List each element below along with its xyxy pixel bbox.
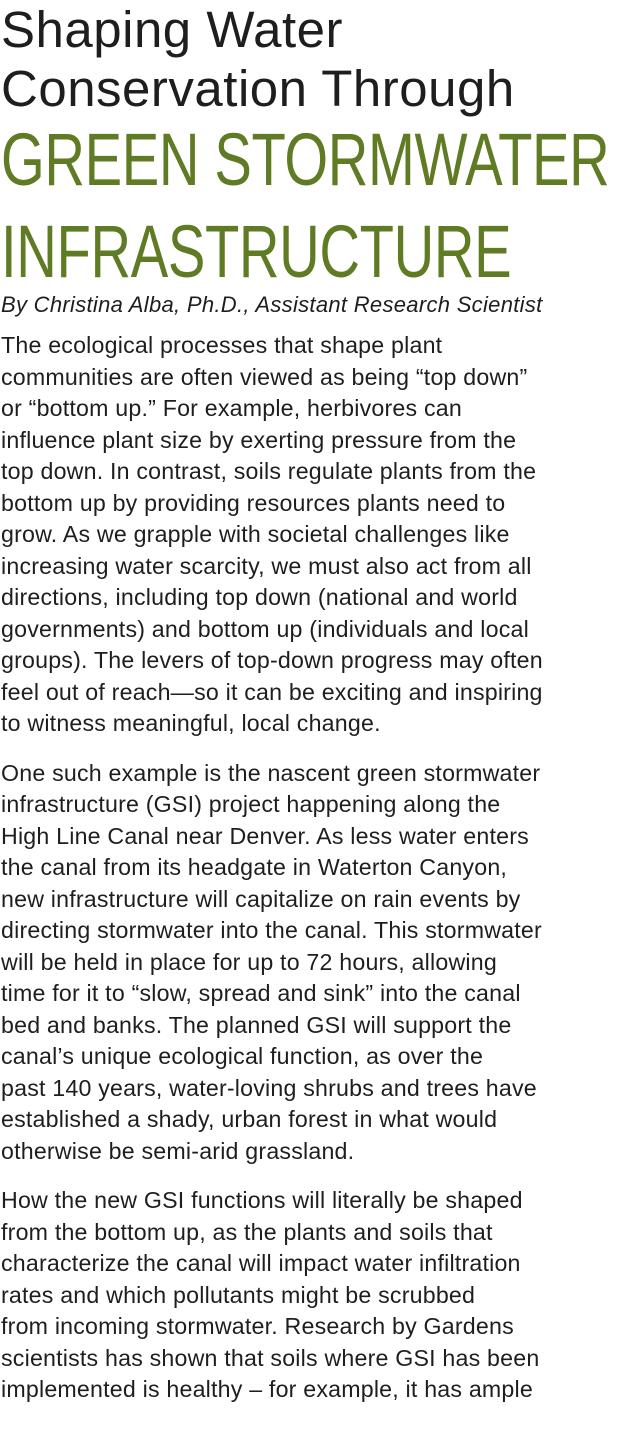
text-line: One such example is the nascent green stormwater bbox=[1, 759, 541, 786]
kicker-line: Shaping Water bbox=[1, 1, 343, 58]
text-line: directing stormwater into the canal. This stormwater bbox=[1, 917, 542, 943]
text-line: will be held in place for up to 72 hours, allowing bbox=[1, 948, 497, 975]
text-line: directions, including top down (national and world bbox=[1, 584, 518, 610]
text-line: top down. In contrast, soils regulate plants from the bbox=[1, 458, 537, 484]
text-line: bottom up by providing resources plants need to bbox=[1, 489, 506, 516]
text-line: communities are often viewed as being “top down” bbox=[1, 363, 528, 390]
paragraph-2 bbox=[1, 758, 635, 1168]
text-line: The ecological processes that shape plant bbox=[1, 332, 443, 358]
text-line: increasing water scarcity, we must also act from all bbox=[1, 552, 532, 579]
text-line: the canal from its headgate in Waterton Canyon, bbox=[1, 854, 508, 880]
kicker-line: Conservation Through bbox=[1, 60, 515, 117]
text-line: past 140 years, water-loving shrubs and trees have bbox=[1, 1074, 537, 1101]
text-line: scientists has shown that soils where GSI has been bbox=[1, 1344, 540, 1371]
text-line: from incoming stormwater. Research by Gardens bbox=[1, 1313, 514, 1339]
text-line: feel out of reach—so it can be exciting and inspiring bbox=[1, 678, 543, 705]
article-byline: By Christina Alba, Ph.D., Assistant Research Scientist bbox=[1, 292, 543, 317]
article bbox=[1, 0, 635, 1406]
text-line: High Line Canal near Denver. As less water enters bbox=[1, 822, 529, 849]
paragraph-3 bbox=[1, 1185, 635, 1406]
text-line: new infrastructure will capitalize on rain events by bbox=[1, 885, 521, 912]
article-kicker bbox=[1, 0, 635, 118]
text-line: governments) and bottom up (individuals and local bbox=[1, 615, 529, 642]
text-line: implemented is healthy – for example, it has ample bbox=[1, 1376, 533, 1402]
text-line: otherwise be semi-arid grassland. bbox=[1, 1137, 355, 1164]
text-line: rates and which pollutants might be scrubbed bbox=[1, 1281, 476, 1308]
text-line: bed and banks. The planned GSI will support the bbox=[1, 1011, 512, 1038]
text-line: canal’s unique ecological function, as over the bbox=[1, 1043, 484, 1069]
text-line: How the new GSI functions will literally be shaped bbox=[1, 1187, 523, 1213]
paragraph-1 bbox=[1, 330, 635, 740]
text-line: characterize the canal will impact water infiltration bbox=[1, 1250, 521, 1276]
headline-line: GREEN STORMWATER bbox=[1, 118, 610, 201]
text-line: infrastructure (GSI) project happening along the bbox=[1, 791, 501, 817]
article-headline bbox=[1, 114, 635, 293]
text-line: grow. As we grapple with societal challenges like bbox=[1, 521, 510, 547]
text-line: to witness meaningful, local change. bbox=[1, 710, 381, 736]
text-line: or “bottom up.” For example, herbivores can bbox=[1, 395, 462, 421]
text-line: groups). The levers of top-down progress may often bbox=[1, 647, 543, 673]
headline-line: INFRASTRUCTURE bbox=[1, 210, 512, 293]
text-line: from the bottom up, as the plants and soils that bbox=[1, 1218, 493, 1245]
text-line: time for it to “slow, spread and sink” into the canal bbox=[1, 980, 521, 1006]
text-line: influence plant size by exerting pressure from the bbox=[1, 426, 517, 453]
text-line: established a shady, urban forest in what would bbox=[1, 1106, 498, 1132]
